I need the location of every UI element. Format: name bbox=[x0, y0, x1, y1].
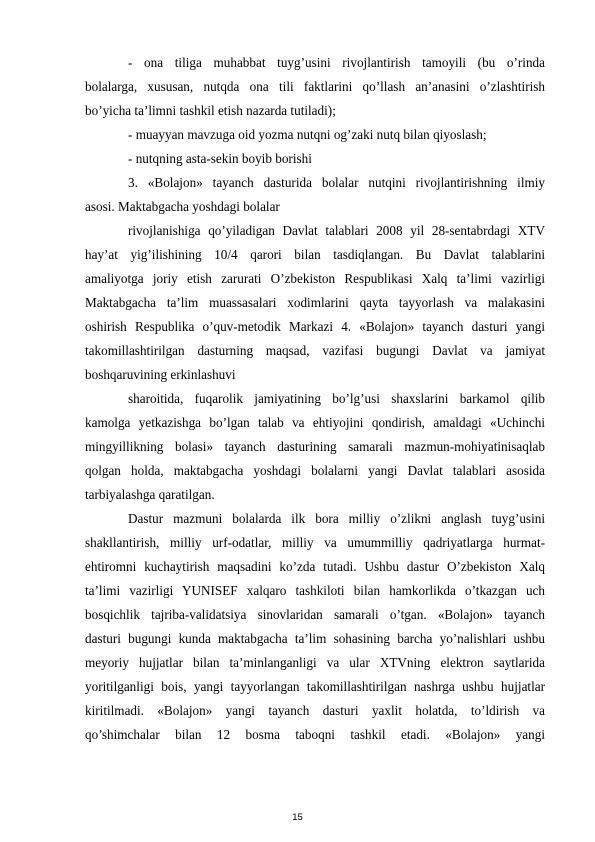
text-line: tarbiyalashga qaratilgan. bbox=[85, 487, 215, 502]
text-line: ta’limi vazirligi YUNISEF xalqaro tashkiloti bilan hamkorlikda o’tkazgan uch bbox=[85, 583, 545, 598]
text-line: Maktabgacha ta’lim muassasalari xodimlarini qayta tayyorlash va malakasini bbox=[85, 295, 545, 310]
text-line: mingyillikning bolasi» tayanch dasturining samarali mazmun-mohiyatinisaqlab bbox=[85, 439, 545, 454]
text-line: boshqaruvining erkinlashuvi bbox=[85, 367, 236, 382]
text-line: Dastur mazmuni bolalarda ilk bora milliy o’zlikni anglash tuyg’usini bbox=[128, 511, 545, 526]
text-line: dasturi bugungi kunda maktabgacha ta’lim sohasining barcha yo’nalishlari ushbu bbox=[85, 631, 545, 646]
text-line: hay’at yig’ilishining 10/4 qarori bilan tasdiqlangan. Bu Davlat talablarini bbox=[85, 247, 545, 262]
text-line: bolalarga, xususan, nutqda ona tili faktlarini qo’llash an’anasini o’zlashtirish bbox=[85, 79, 545, 94]
text-line: - muayyan mavzuga oid yozma nutqni og’zaki nutq bilan qiyoslash; bbox=[128, 127, 487, 142]
text-line: bosqichlik tajriba-validatsiya sinovlaridan samarali o’tgan. «Bolajon» tayanch bbox=[85, 607, 545, 622]
text-line: kamolga yetkazishga bo’lgan talab va ehtiyojini qondirish, amaldagi «Uchinchi bbox=[85, 415, 545, 430]
text-line: takomillashtirilgan dasturning maqsad, vazifasi bugungi Davlat va jamiyat bbox=[85, 343, 545, 358]
text-line: qolgan holda, maktabgacha yoshdagi bolalarni yangi Davlat talablari asosida bbox=[85, 463, 545, 478]
text-line: rivojlanishiga qo’yiladigan Davlat talablari 2008 yil 28-sentabrdagi XTV bbox=[128, 223, 545, 238]
text-line: oshirish Respublika o’quv-metodik Markazi 4. «Bolajon» tayanch dasturi yangi bbox=[85, 319, 545, 334]
text-line: meyoriy hujjatlar bilan ta’minlanganligi va ular XTVning elektron saytlarida bbox=[85, 655, 545, 670]
text-line: amaliyotga joriy etish zarurati O’zbekiston Respublikasi Xalq ta’limi vazirligi bbox=[85, 271, 545, 286]
page-number: 15 bbox=[292, 812, 303, 823]
text-line: - ona tiliga muhabbat tuyg’usini rivojlantirish tamoyili (bu o’rinda bbox=[128, 55, 545, 70]
text-line: shakllantirish, milliy urf-odatlar, milliy va umummilliy qadriyatlarga hurmat- bbox=[85, 535, 545, 550]
text-line: asosi. Maktabgacha yoshdagi bolalar bbox=[85, 199, 280, 214]
text-line: bo’yicha ta’limni tashkil etish nazarda tutiladi); bbox=[85, 103, 336, 118]
text-line: ehtiromni kuchaytirish maqsadini ko’zda tutadi. Ushbu dastur O’zbekiston Xalq bbox=[85, 559, 545, 574]
text-line: 3. «Bolajon» tayanch dasturida bolalar nutqini rivojlantirishning ilmiy bbox=[128, 175, 545, 190]
text-line: sharoitida, fuqarolik jamiyatining bo’lg’usi shaxslarini barkamol qilib bbox=[128, 391, 545, 406]
text-line: yoritilganligi bois, yangi tayyorlangan takomillashtirilgan nashrga ushbu hujjatlar bbox=[85, 679, 545, 694]
text-line: kiritilmadi. «Bolajon» yangi tayanch dasturi yaxlit holatda, to’ldirish va bbox=[85, 703, 545, 718]
text-line: qo’shimchalar bilan 12 bosma taboqni tashkil etadi. «Bolajon» yangi bbox=[85, 727, 545, 742]
text-line: - nutqning asta-sekin boyib borishi bbox=[128, 151, 312, 166]
